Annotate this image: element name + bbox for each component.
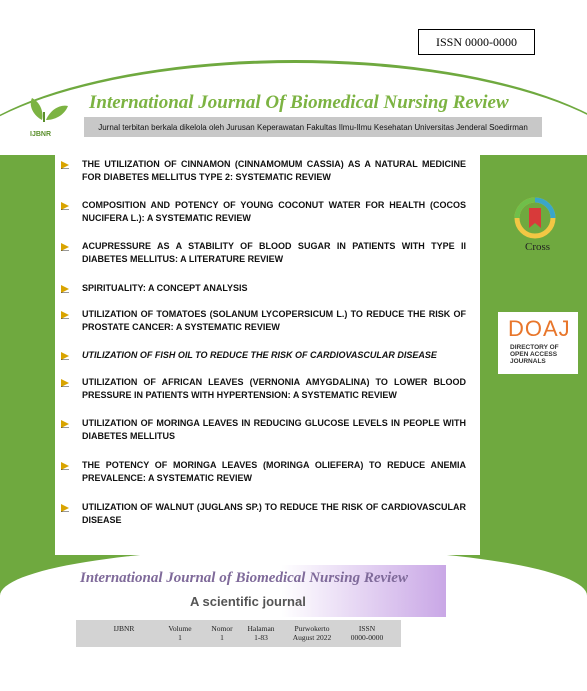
doaj-logo[interactable] — [498, 312, 578, 374]
crossref-icon[interactable] — [513, 196, 557, 240]
article-item[interactable]: THE POTENCY OF MORINGA LEAVES (MORINGA OLIEFERA) TO REDUCE ANEMIA PREVALENCE: A SYSTEMATIC REVIEW — [82, 460, 466, 483]
article-item[interactable]: THE UTILIZATION OF CINNAMON (CINNAMOMUM CASSIA) AS A NATURAL MEDICINE FOR DIABETES MELLITUS TYPE 2: SYSTEMATIC REVIEW — [82, 159, 466, 182]
info-number: Nomor 1 — [211, 624, 233, 642]
bullet-icon — [61, 462, 69, 470]
doaj-caption: DIRECTORY OF OPEN ACCESS JOURNALS — [510, 344, 559, 365]
info-volume: Volume 1 — [168, 624, 192, 642]
article-item[interactable]: ACUPRESSURE AS A STABILITY OF BLOOD SUGAR IN PATIENTS WITH TYPE II DIABETES MELLITUS: A LITERATURE REVIEW — [82, 241, 466, 264]
article-item[interactable]: UTILIZATION OF TOMATOES (SOLANUM LYCOPERSICUM L.) TO REDUCE THE RISK OF PROSTATE CANCER: A SYSTEMATIC REVIEW — [82, 309, 466, 332]
article-list — [55, 150, 480, 555]
article-item[interactable]: UTILIZATION OF WALNUT (JUGLANS SP.) TO REDUCE THE RISK OF CARDIOVASCULAR DISEASE — [82, 502, 466, 525]
footer-tagline: A scientific journal — [190, 594, 306, 609]
bullet-icon — [61, 504, 69, 512]
footer-journal-title: International Journal of Biomedical Nursing Review — [80, 570, 408, 586]
article-item[interactable]: SPIRITUALITY: A CONCEPT ANALYSIS — [82, 283, 248, 293]
bullet-icon — [61, 243, 69, 251]
left-green-strip — [0, 155, 55, 555]
journal-title: International Journal Of Biomedical Nursing Review — [89, 92, 509, 113]
issn-box: ISSN 0000-0000 — [418, 29, 535, 55]
article-item[interactable]: UTILIZATION OF MORINGA LEAVES IN REDUCING GLUCOSE LEVELS IN PEOPLE WITH DIABETES MELLITUS — [82, 418, 466, 441]
bullet-icon — [61, 379, 69, 387]
crossref-label: Cross — [525, 241, 551, 253]
bullet-icon — [61, 285, 69, 293]
doaj-wordmark: DOAJ — [508, 316, 571, 341]
info-place-date: Purwokerto August 2022 — [292, 624, 332, 642]
article-item[interactable]: COMPOSITION AND POTENCY OF YOUNG COCONUT WATER FOR HEALTH (COCOS NUCIFERA L.): A SYSTEMATIC REVIEW — [82, 200, 466, 223]
article-item[interactable]: UTILIZATION OF FISH OIL TO REDUCE THE RISK OF CARDIOVASCULAR DISEASE — [82, 350, 437, 360]
bullet-icon — [61, 420, 69, 428]
bullet-icon — [61, 311, 69, 319]
info-pages: Halaman 1-83 — [247, 624, 275, 642]
bullet-icon — [61, 161, 69, 169]
logo-text: IJBNR — [30, 131, 52, 138]
journal-logo — [20, 92, 72, 144]
info-journal: IJBNR — [113, 624, 135, 633]
journal-subtitle: Jurnal terbitan berkala dikelola oleh Jurusan Keperawatan Fakultas Ilmu-Ilmu Kesehatan Universitas Jenderal Soedirman — [84, 117, 542, 137]
issue-info-bar — [76, 620, 401, 647]
bullet-icon — [61, 352, 69, 360]
info-issn: ISSN 0000-0000 — [350, 624, 384, 642]
article-item[interactable]: UTILIZATION OF AFRICAN LEAVES (VERNONIA AMYGDALINA) TO LOWER BLOOD PRESSURE IN PATIENTS WITH HYPERTENSION: A SYSTEMATIC REVIEW — [82, 377, 466, 400]
bullet-icon — [61, 202, 69, 210]
